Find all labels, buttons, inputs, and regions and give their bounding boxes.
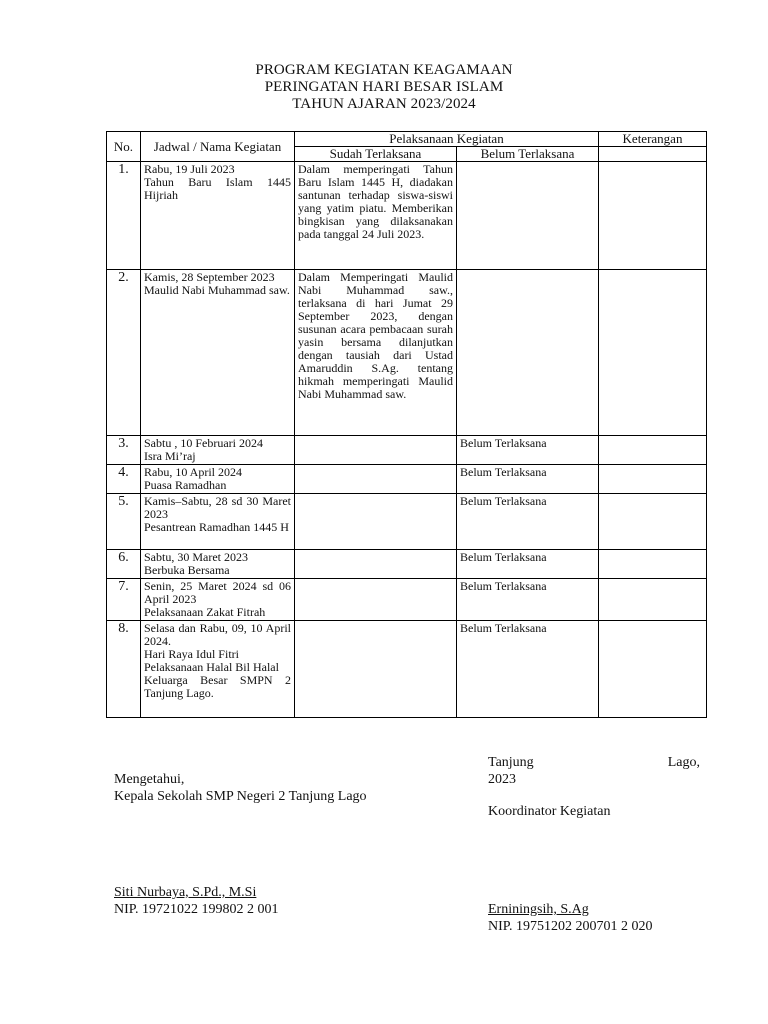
coordinator-signature-block <box>488 901 653 935</box>
row-sudah <box>295 436 457 465</box>
row-jadwal <box>141 436 295 465</box>
place-part-1: Tanjung <box>488 755 534 770</box>
row-number: 8. <box>107 621 141 718</box>
row-keterangan <box>599 579 707 621</box>
principal-name: Siti Nurbaya, S.Pd., M.Si <box>114 885 257 900</box>
row-keterangan <box>599 436 707 465</box>
jadwal-activity: Puasa Ramadhan <box>144 478 227 492</box>
jadwal-activity: Pesantrean Ramadhan 1445 H <box>144 520 289 534</box>
row-jadwal <box>141 465 295 494</box>
jadwal-activity: Hari Raya Idul Fitri <box>144 647 239 661</box>
date-year: 2023 <box>488 772 516 787</box>
principal-title: Kepala Sekolah SMP Negeri 2 Tanjung Lago <box>114 789 367 804</box>
row-number: 1. <box>107 162 141 270</box>
jadwal-activity: Pelaksanaan Zakat Fitrah <box>144 605 266 619</box>
row-keterangan <box>599 550 707 579</box>
row-number: 7. <box>107 579 141 621</box>
row-jadwal <box>141 270 295 436</box>
title-line-1: PROGRAM KEGIATAN KEAGAMAAN <box>255 62 513 78</box>
jadwal-date: Rabu, 19 Juli 2023 <box>144 162 235 176</box>
title-line-2: PERINGATAN HARI BESAR ISLAM <box>264 79 504 95</box>
header-pelaksanaan: Pelaksanaan Kegiatan <box>295 132 599 147</box>
jadwal-activity: Berbuka Bersama <box>144 563 230 577</box>
jadwal-activity: Tahun Baru Islam 1445 Hijriah <box>144 175 291 202</box>
table-row <box>107 465 707 494</box>
row-belum: Belum Terlaksana <box>457 494 599 550</box>
row-number: 5. <box>107 494 141 550</box>
place-date-block <box>488 754 700 788</box>
title-line-3: TAHUN AJARAN 2023/2024 <box>292 96 476 112</box>
coordinator-title: Koordinator Kegiatan <box>488 804 611 819</box>
row-jadwal <box>141 162 295 270</box>
document-title <box>0 62 768 113</box>
schedule-table <box>106 131 707 718</box>
place-part-2: Lago, <box>667 755 700 770</box>
row-sudah <box>295 465 457 494</box>
table-row <box>107 436 707 465</box>
jadwal-activity: Keluarga Besar SMPN 2 Tanjung Lago. <box>144 673 291 700</box>
header-belum: Belum Terlaksana <box>457 147 599 162</box>
row-jadwal <box>141 579 295 621</box>
table-row <box>107 621 707 718</box>
table-row <box>107 579 707 621</box>
row-belum: Belum Terlaksana <box>457 579 599 621</box>
row-number: 6. <box>107 550 141 579</box>
row-belum: Belum Terlaksana <box>457 465 599 494</box>
header-sudah: Sudah Terlaksana <box>295 147 457 162</box>
row-keterangan <box>599 162 707 270</box>
jadwal-activity: Pelaksanaan Halal Bil Halal <box>144 660 279 674</box>
row-jadwal <box>141 621 295 718</box>
row-sudah: Dalam Memperingati Maulid Nabi Muhammad saw., terlaksana di hari Jumat 29 September 2023, dengan susunan acara pembacaan surah yasin bersama dilanjutkan dengan tausiah dari Ustad Amaruddin S.Ag. tentang hikmah memperingati Maulid Nabi Muhammad saw. <box>295 270 457 436</box>
row-belum: Belum Terlaksana <box>457 621 599 718</box>
row-number: 4. <box>107 465 141 494</box>
jadwal-date: Senin, 25 Maret 2024 sd 06 April 2023 <box>144 579 291 606</box>
row-jadwal <box>141 550 295 579</box>
table-row <box>107 550 707 579</box>
jadwal-activity: Isra Mi’raj <box>144 449 196 463</box>
row-belum <box>457 162 599 270</box>
principal-signature-block <box>114 884 279 918</box>
row-sudah <box>295 494 457 550</box>
row-jadwal <box>141 494 295 550</box>
row-sudah: Dalam memperingati Tahun Baru Islam 1445 H, diadakan santunan terhadap siswa-siswi yang yatim piatu. Memberikan bingkisan yang dilaksanakan pada tanggal 24 Juli 2023. <box>295 162 457 270</box>
row-belum: Belum Terlaksana <box>457 550 599 579</box>
principal-nip: NIP. 19721022 199802 2 001 <box>114 902 279 917</box>
row-keterangan <box>599 494 707 550</box>
row-number: 3. <box>107 436 141 465</box>
jadwal-date: Sabtu, 30 Maret 2023 <box>144 550 248 564</box>
header-no: No. <box>107 132 141 162</box>
header-keterangan: Keterangan <box>599 132 707 147</box>
mengetahui-label: Mengetahui, <box>114 772 185 787</box>
row-sudah <box>295 550 457 579</box>
table-row <box>107 162 707 270</box>
header-keterangan-blank <box>599 147 707 162</box>
acknowledgement-block <box>114 771 367 805</box>
row-belum <box>457 270 599 436</box>
jadwal-date: Selasa dan Rabu, 09, 10 April 2024. <box>144 621 291 648</box>
jadwal-date: Rabu, 10 April 2024 <box>144 465 242 479</box>
row-number: 2. <box>107 270 141 436</box>
row-keterangan <box>599 621 707 718</box>
coordinator-name: Erniningsih, S.Ag <box>488 902 589 917</box>
place-line <box>488 754 700 771</box>
header-jadwal: Jadwal / Nama Kegiatan <box>141 132 295 162</box>
row-sudah <box>295 621 457 718</box>
jadwal-activity: Maulid Nabi Muhammad saw. <box>144 283 290 297</box>
jadwal-date: Kamis–Sabtu, 28 sd 30 Maret 2023 <box>144 494 291 521</box>
row-belum: Belum Terlaksana <box>457 436 599 465</box>
row-keterangan <box>599 465 707 494</box>
table-row <box>107 494 707 550</box>
table-row <box>107 270 707 436</box>
header-row <box>107 132 707 147</box>
coordinator-nip: NIP. 19751202 200701 2 020 <box>488 919 653 934</box>
row-sudah <box>295 579 457 621</box>
row-keterangan <box>599 270 707 436</box>
jadwal-date: Sabtu , 10 Februari 2024 <box>144 436 263 450</box>
jadwal-date: Kamis, 28 September 2023 <box>144 270 275 284</box>
